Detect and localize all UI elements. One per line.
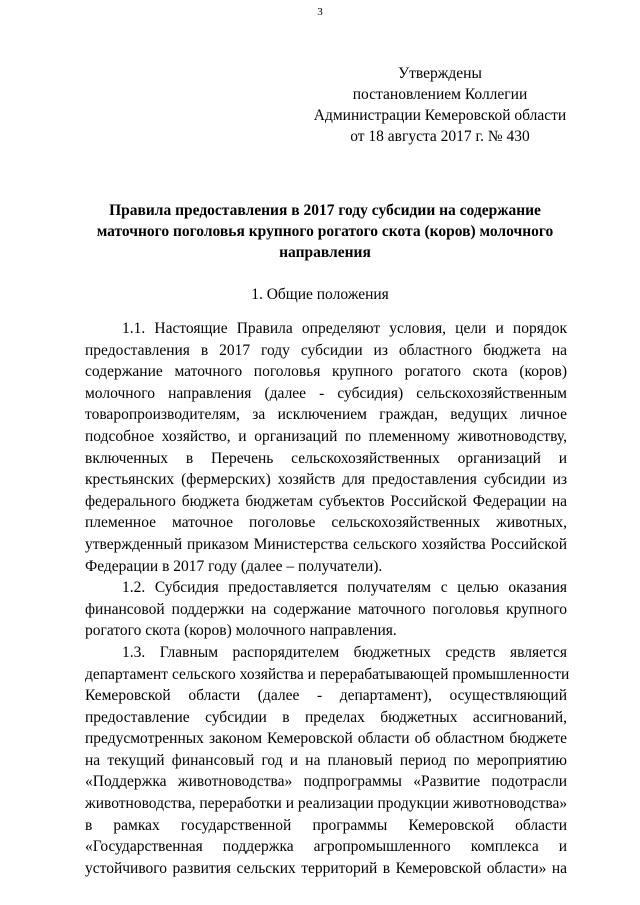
body-line: подсобное хозяйство, и организаций по племенному животноводству,	[85, 427, 567, 445]
body-line: рогатого скота (коров) молочного направления.	[85, 622, 397, 640]
body-line: «Государственная поддержка агропромышленного комплекса и	[85, 838, 567, 856]
body-line: в рамках государственной программы Кемеровской области	[85, 816, 567, 834]
body-line: предусмотренных законом Кемеровской области об областном бюджете	[85, 730, 567, 748]
title-line: маточного поголовья крупного рогатого скота (коров) молочного	[96, 223, 554, 240]
approval-line: Утверждены	[398, 65, 482, 82]
body-line: Кемеровской области (далее - департамент), осуществляющий	[85, 687, 567, 705]
body-line: племенное маточное поголовье сельскохозяйственных животных,	[85, 514, 567, 532]
title-line: Правила предоставления в 2017 году субсидии на содержание	[109, 202, 541, 219]
body-line: крестьянских (фермерских) хозяйств для предоставления субсидии из	[85, 471, 567, 489]
approval-line: постановлением Коллегии	[352, 86, 528, 103]
body-line: животноводства, переработки и реализации продукции животноводства»	[85, 795, 568, 813]
section-heading: 1. Общие положения	[251, 286, 389, 303]
approval-block	[300, 63, 580, 147]
title-line: направления	[279, 244, 371, 261]
body-line: товаропроизводителям, за исключением граждан, ведущих личное	[85, 406, 567, 424]
body-line: «Поддержка животноводства» подпрограммы «Развитие подотрасли	[85, 773, 567, 791]
document-title	[90, 200, 560, 263]
body-line: содержание маточного поголовья крупного рогатого скота (коров)	[85, 363, 567, 381]
body-line: утвержденный приказом Министерства сельского хозяйства Российской	[85, 535, 567, 553]
body-line: включенных в Перечень сельскохозяйственных организаций и	[85, 449, 567, 467]
body-line: устойчивого развития сельских территорий в Кемеровской области» на	[85, 859, 567, 877]
body-line: Федерации в 2017 году (далее – получатели).	[85, 557, 383, 575]
body-text	[85, 318, 570, 879]
body-line: финансовой поддержки на содержание маточного поголовья крупного	[85, 600, 567, 618]
page-number: 3	[317, 6, 323, 18]
approval-line: от 18 августа 2017 г. № 430	[350, 128, 530, 145]
body-line: 1.2. Субсидия предоставляется получателям с целью оказания	[122, 579, 567, 597]
body-line: 1.3. Главным распорядителем бюджетных средств является	[122, 643, 567, 661]
body-line: на текущий финансовый год и на плановый период по мероприятию	[85, 751, 567, 769]
body-line: федерального бюджета бюджетам субъектов Российской Федерации на	[85, 492, 567, 510]
body-line: предоставление субсидии в пределах бюджетных ассигнований,	[85, 708, 567, 726]
body-line: 1.1. Настоящие Правила определяют условия, цели и порядок	[122, 320, 567, 337]
body-line: молочного направления (далее - субсидия) сельскохозяйственным	[85, 384, 567, 402]
body-line: департамент сельского хозяйства и перерабатывающей промышленности	[85, 665, 570, 683]
approval-line: Администрации Кемеровской области	[313, 107, 567, 124]
body-line: предоставления в 2017 году субсидии из областного бюджета на	[85, 341, 567, 359]
